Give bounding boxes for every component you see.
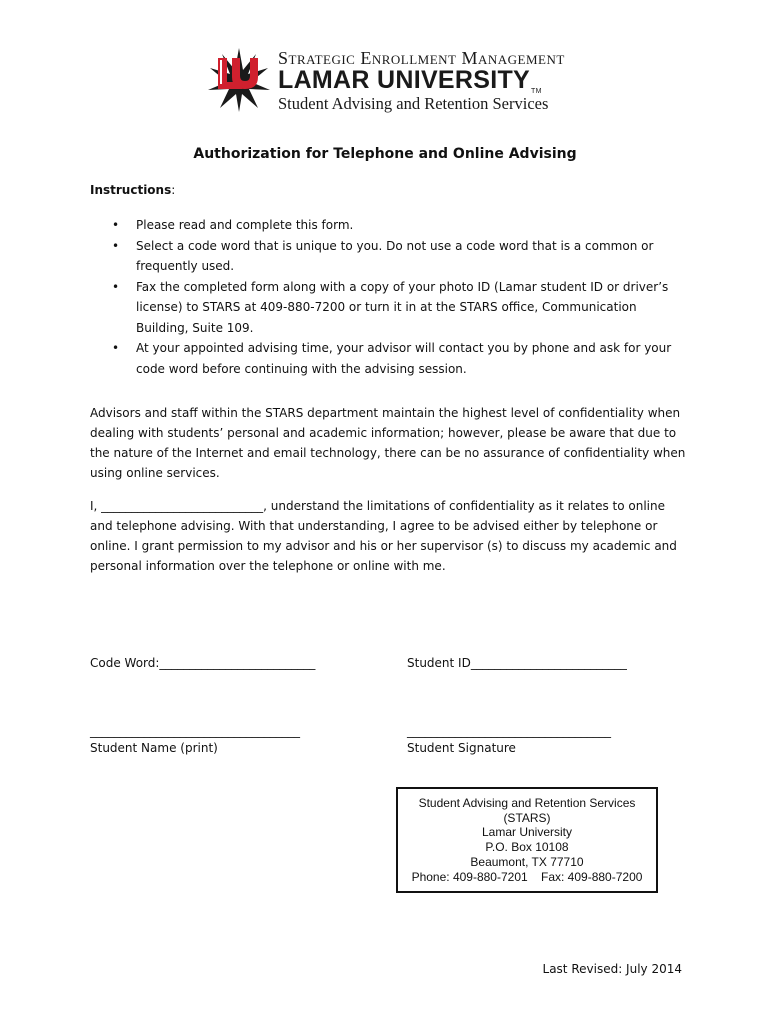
page-title: Authorization for Telephone and Online Advising [193, 146, 577, 162]
header-department: Student Advising and Retention Services [278, 94, 549, 113]
contact-info-box [396, 787, 658, 893]
bullet-icon: • [112, 218, 120, 232]
instruction-item [90, 236, 690, 277]
agreement-paragraph[interactable]: I, ___________________________, understand the limitations of confidentiality as it relates to online and telephone advising. With that understanding, I agree to be advised either by telephone or online. I grant permission to my advisor and his or her supervisor (s) to discuss my academic and personal information over the telephone or online with me. [90, 499, 677, 573]
contact-line: Beaumont, TX 77710 [470, 854, 584, 869]
instructions-list [90, 215, 690, 379]
instructions-colon: : [171, 183, 176, 197]
header-sem-title: Strategic Enrollment Management [278, 48, 565, 68]
instructions-label-text: Instructions [90, 183, 172, 197]
instruction-item [90, 277, 690, 339]
student-signature-line[interactable]: __________________________________ [407, 724, 611, 738]
code-word-field[interactable]: Code Word:__________________________ [90, 656, 316, 670]
student-name-line[interactable]: ___________________________________ [90, 724, 300, 738]
contact-line: Lamar University [481, 825, 573, 840]
contact-line: Phone: 409-880-7201 Fax: 409-880-7200 [411, 869, 643, 884]
instruction-text: Fax the completed form along with a copy of your photo ID (Lamar student ID or driver’s license) to STARS at 409-880-7200 or turn it in at the STARS office, Communication Building, Suite 109. [136, 279, 669, 335]
student-name-label: Student Name (print) [90, 741, 218, 755]
instruction-text: Please read and complete this form. [136, 218, 354, 232]
last-revised: Last Revised: July 2014 [542, 962, 682, 976]
confidentiality-paragraph: Advisors and staff within the STARS department maintain the highest level of confidentiality when dealing with students’ personal and academic information; however, please be aware that due to the nature of the Internet and email technology, there can be no assurance of confidentiality when using online services. [90, 406, 686, 480]
header-university-name [278, 66, 542, 95]
instruction-text: At your appointed advising time, your advisor will contact you by phone and ask for your code word before continuing with the advising session. [136, 341, 672, 376]
student-signature-label: Student Signature [407, 741, 516, 755]
bullet-icon: • [112, 341, 120, 355]
instruction-item [90, 338, 690, 379]
instruction-text: Select a code word that is unique to you. Do not use a code word that is a common or frequently used. [136, 238, 654, 273]
instructions-label [90, 183, 175, 197]
trademark-mark: TM [531, 88, 542, 95]
bullet-icon: • [112, 238, 120, 253]
university-name-text: LAMAR UNIVERSITY [278, 66, 531, 94]
contact-line: Student Advising and Retention Services [418, 796, 636, 810]
contact-line: (STARS) [503, 810, 551, 825]
student-id-field[interactable]: Student ID__________________________ [407, 656, 627, 670]
bullet-icon: • [112, 279, 120, 294]
lamar-star-logo-icon [206, 46, 272, 114]
instruction-item [90, 215, 690, 236]
contact-line: P.O. Box 10108 [485, 840, 569, 855]
